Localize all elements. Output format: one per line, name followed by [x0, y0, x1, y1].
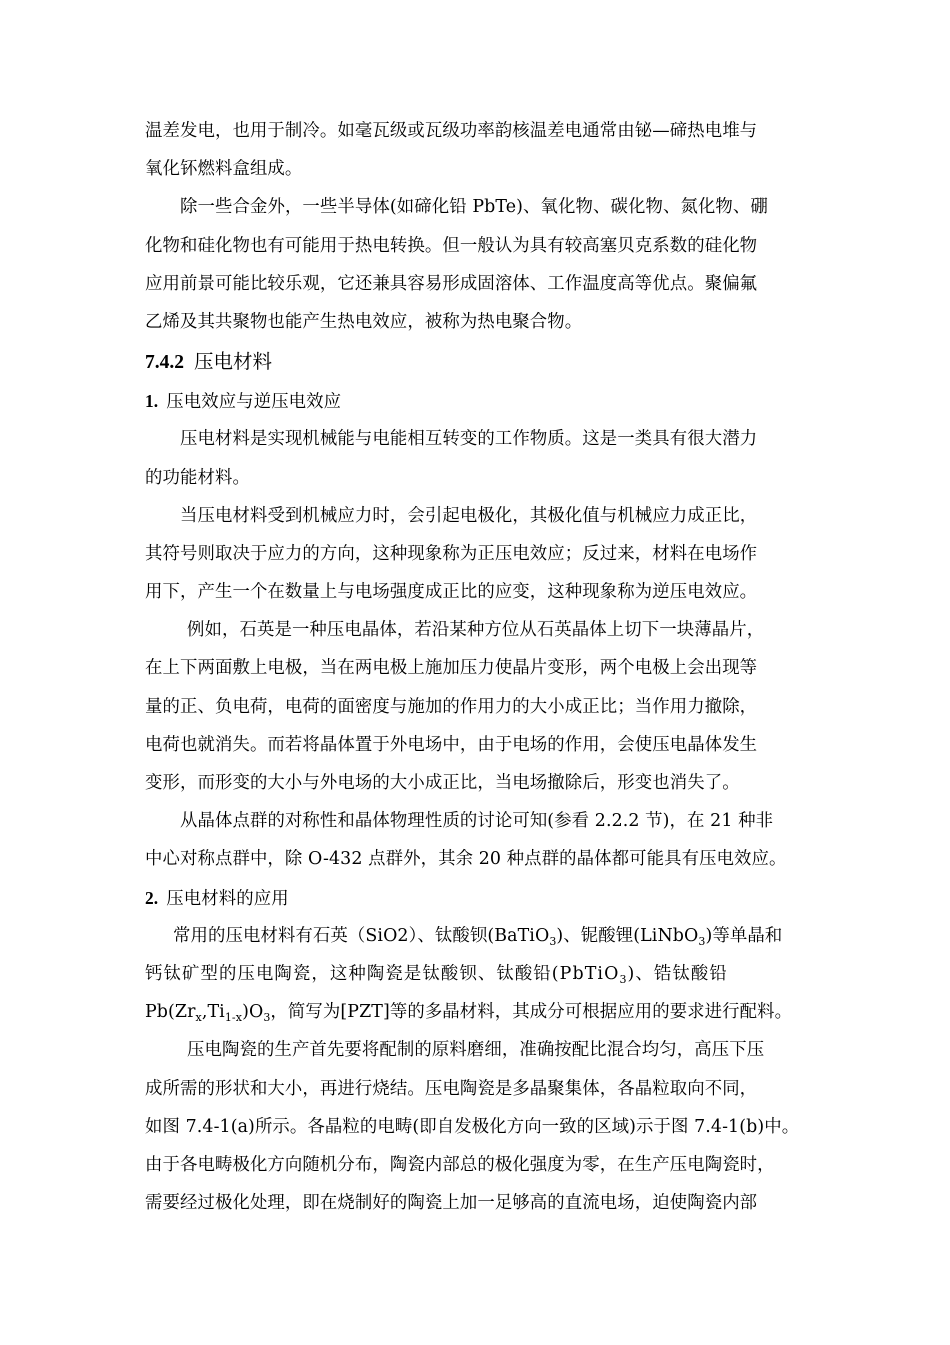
subscript: 3	[263, 1011, 271, 1025]
subscript: x	[195, 1011, 202, 1025]
text-line: 如图 7.4-1(a)所示。各晶粒的电畴(即自发极化方向一致的区域)示于图 7.4-1(b)中。	[145, 1116, 800, 1137]
section-heading	[145, 341, 810, 382]
text-run: 钙钛矿型的压电陶瓷，这种陶瓷是钛酸钡、钛酸铅(PbTiO	[145, 963, 620, 984]
text-line: 量的正、负电荷，电荷的面密度与施加的作用力的大小成正比；当作用力撤除，	[145, 696, 758, 717]
subsection-number: 1.	[145, 391, 159, 412]
text-line: 除一些合金外，一些半导体(如碲化铅 PbTe)、氧化物、碳化物、氮化物、硼	[180, 197, 768, 218]
section-title: 压电材料	[194, 350, 273, 374]
subsection-number: 2.	[145, 887, 159, 908]
text-line	[145, 993, 810, 1031]
subscript: 1-x	[224, 1011, 243, 1025]
text-line: 中心对称点群中，除 O-432 点群外，其余 20 种点群的晶体都可能具有压电效应。	[145, 849, 787, 870]
text-line: 用下，产生一个在数量上与电场强度成正比的应变，这种现象称为逆压电效应。	[145, 582, 758, 603]
text-run: ，简写为[PZT]等的多晶材料，其成分可根据应用的要求进行配料。	[270, 1002, 793, 1023]
text-run: 常用的压电材料有石英（SiO2）、钛酸钡(BaTiO	[173, 925, 550, 946]
text-run: )O	[242, 1002, 264, 1023]
text-line: 变形，而形变的大小与外电场的大小成正比，当电场撤除后，形变也消失了。	[145, 773, 740, 793]
text-line: 温差发电，也用于制冷。如毫瓦级或瓦级功率韵核温差电通常由铋—碲热电堆与	[145, 121, 758, 141]
subsection-heading	[145, 879, 810, 917]
document-page	[145, 112, 810, 1222]
section-number: 7.4.2	[145, 352, 184, 374]
text-line: 需要经过极化处理，即在烧制好的陶瓷上加一足够高的直流电场，迫使陶瓷内部	[145, 1193, 758, 1214]
text-line: 当压电材料受到机械应力时，会引起电极化，其极化值与机械应力成正比，	[180, 505, 758, 526]
subscript: 3	[549, 934, 557, 948]
text-line	[145, 917, 810, 955]
subsection-title: 压电材料的应用	[166, 888, 289, 909]
text-line: 应用前景可能比较乐观，它还兼具容易形成固溶体、工作温度高等优点。聚偏氟	[145, 273, 758, 294]
text-line: 成所需的形状和大小，再进行烧结。压电陶瓷是多晶聚集体，各晶粒取向不同，	[145, 1078, 758, 1099]
text-run: )等单晶和	[705, 925, 783, 946]
text-line: 由于各电畴极化方向随机分布，陶瓷内部总的极化强度为零，在生产压电陶瓷时，	[145, 1154, 775, 1175]
text-line: 氧化钚燃料盒组成。	[145, 159, 303, 180]
text-line: 压电陶瓷的生产首先要将配制的原料磨细，准确按配比混合均匀，高压下压	[187, 1040, 765, 1061]
text-line: 电荷也就消失。而若将晶体置于外电场中，由于电场的作用，会使压电晶体发生	[145, 734, 758, 755]
text-line: 在上下两面敷上电极，当在两电极上施加压力使晶片变形，两个电极上会出现等	[145, 658, 758, 679]
text-line: 的功能材料。	[145, 467, 250, 488]
text-run: ,Ti	[201, 1002, 225, 1023]
text-line: 压电材料是实现机械能与电能相互转变的工作物质。这是一类具有很大潜力	[180, 429, 758, 450]
text-line: 其符号则取决于应力的方向，这种现象称为正压电效应；反过来，材料在电场作	[145, 543, 758, 564]
text-line: 从晶体点群的对称性和晶体物理性质的讨论可知(参看 2.2.2 节)，在 21 种非	[180, 811, 774, 832]
text-run: Pb(Zr	[145, 1002, 196, 1023]
text-line: 例如，石英是一种压电晶体，若沿某种方位从石英晶体上切下一块薄晶片，	[187, 620, 765, 641]
subscript: 3	[698, 934, 706, 948]
subscript: 3	[619, 972, 628, 986]
subsection-heading	[145, 382, 810, 420]
text-line: 化物和硅化物也有可能用于热电转换。但一般认为具有较高塞贝克系数的硅化物	[145, 235, 758, 256]
subsection-title: 压电效应与逆压电效应	[166, 392, 342, 413]
text-run: )、锆钛酸铅	[627, 963, 728, 984]
text-line	[145, 955, 810, 993]
text-line: 乙烯及其共聚物也能产生热电效应，被称为热电聚合物。	[145, 311, 583, 332]
text-run: )、铌酸锂(LiNbO	[556, 925, 699, 946]
